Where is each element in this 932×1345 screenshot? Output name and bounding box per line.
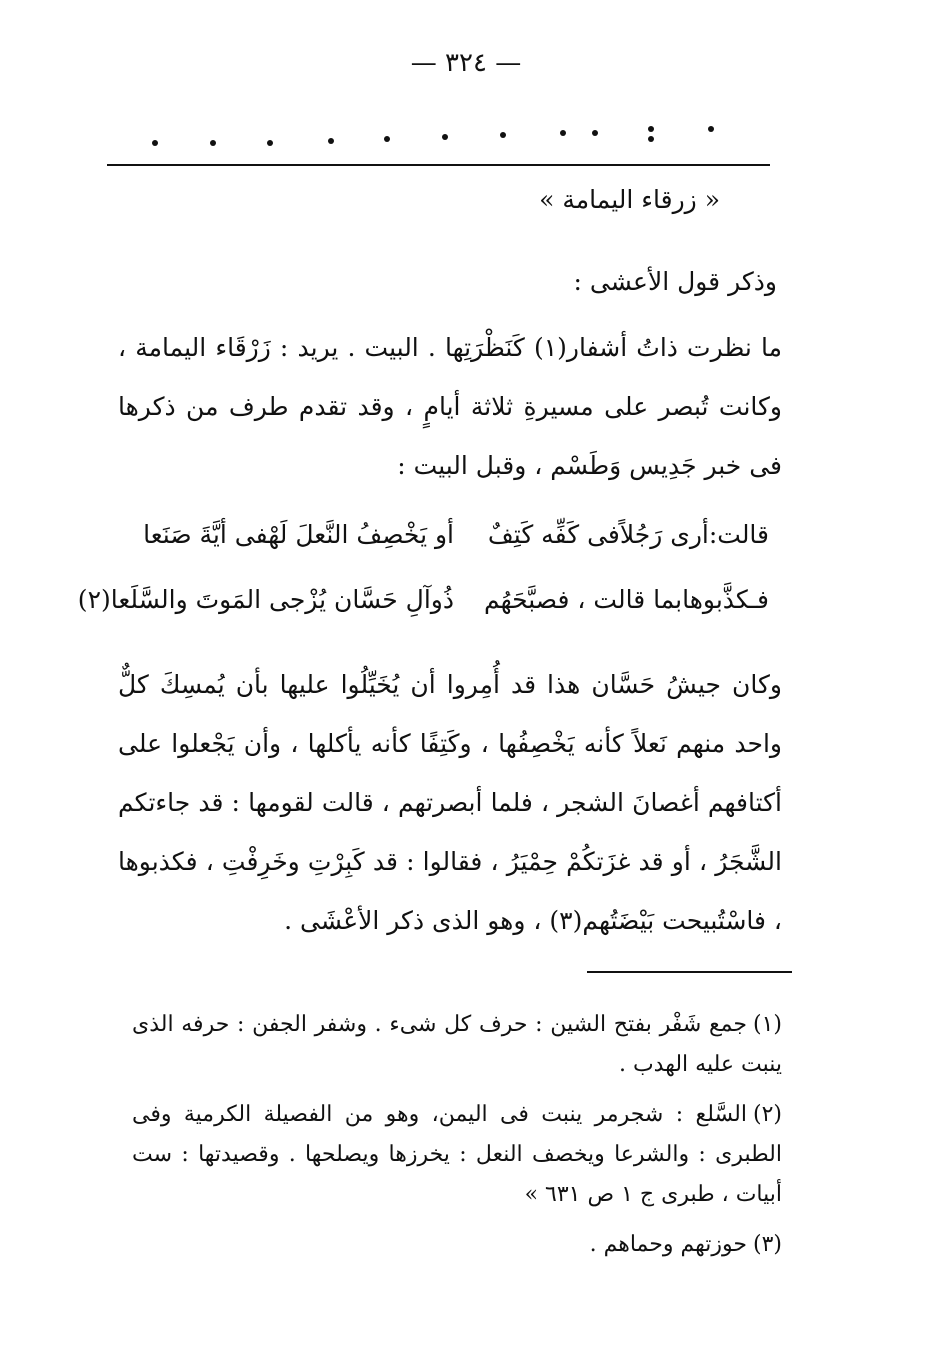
ornament-dot xyxy=(442,134,448,140)
verse-2-first-hemistich: فـكذَّبوهابما قالت ، فصبَّحَهُم xyxy=(483,585,769,614)
ornament-dot xyxy=(648,126,654,132)
ornament-dot xyxy=(210,140,216,146)
ornament-dot xyxy=(267,140,273,146)
header-ornament-row xyxy=(140,118,780,158)
footnote-text: السَّلع : شجرمر ينبت فى اليمن، وهو من الفصيلة الكرمية وفى الطبرى : والشرعا ويخصف النعل : يخرزها ويصلحها . وقصيدتها : ست أبيات ، طبرى ج ١ ص ٦٣١ » xyxy=(132,1102,782,1207)
section-title: « زرقاء اليمامة » xyxy=(539,185,720,214)
header-rule xyxy=(107,164,770,166)
ornament-dot xyxy=(708,126,714,132)
footnote-marker: (٣) xyxy=(752,1232,782,1257)
paragraph-2: وكان جيشُ حَسَّان هذا قد أُمِروا أن يُخَيِّلُوا عليها بأن يُمسِكَ كلٌّ واحد منهم نَعلاً كأنه يَخْصِفُها ، وكَتِفًا كأنه يأكلها ، وأن يَجْعلوا على أكتافهم أغصانَ الشجر ، فلما أبصرتهم ، قالت لقومها : قد جاءتكم الشَّجَرُ ، أو قد غزَتكُمْ حِمْيَرُ ، فقالوا : قد كَبِرْتِ وخَرِفْتِ ، فكذبوها ، فاسْتُبيحت بَيْضَتُهم(٣) ، وهو الذى ذكر الأعْشَى . xyxy=(118,670,782,935)
ornament-dot xyxy=(152,140,158,146)
footnote-text: حوزتهم وحماهم . xyxy=(589,1232,747,1257)
verse-1-first-hemistich: قالت:أرى رَجُلاًفى كَفِّه كَتِفٌ xyxy=(487,520,769,549)
page-number: — ٣٢٤ — xyxy=(410,48,522,78)
paragraph-1: ما نظرت ذاتُ أشفار(١) كَنَظْرَتِها . البيت . يريد : زَرْقَاء اليمامة ، وكانت تُبصر على مسيرةِ ثلاثة أيامٍ ، وقد تقدم طرف من ذكرها فى خبر جَدِيس وَطَسْم ، وقبل البيت : xyxy=(118,333,782,480)
ornament-dot xyxy=(648,136,654,142)
ornament-dot xyxy=(384,136,390,142)
intro-line: وذكر قول الأعشى : xyxy=(573,267,777,296)
footnote-rule xyxy=(587,971,792,973)
ornament-dot xyxy=(592,130,598,136)
footnote-text: جمع شَفْر بفتح الشين : حرف كل شىء . وشفر الجفن : حرفه الذى ينبت عليه الهدب . xyxy=(132,1012,782,1077)
ornament-dot xyxy=(560,130,566,136)
verse-2-second-hemistich: ذُوآلِ حَسَّان يُزْجى المَوتَ والسَّلَعا(٢) xyxy=(77,585,454,614)
footnote-1 xyxy=(132,1005,782,1085)
ornament-dot xyxy=(500,132,506,138)
ornament-dot xyxy=(328,138,334,144)
footnote-3 xyxy=(132,1225,782,1265)
footnote-marker: (٢) xyxy=(752,1102,782,1127)
footnote-marker: (١) xyxy=(752,1012,782,1037)
verse-1-second-hemistich: أو يَخْصِفُ النَّعلَ لَهْفى أيَّةَ صَنَعا xyxy=(143,520,454,549)
footnote-2 xyxy=(132,1095,782,1215)
